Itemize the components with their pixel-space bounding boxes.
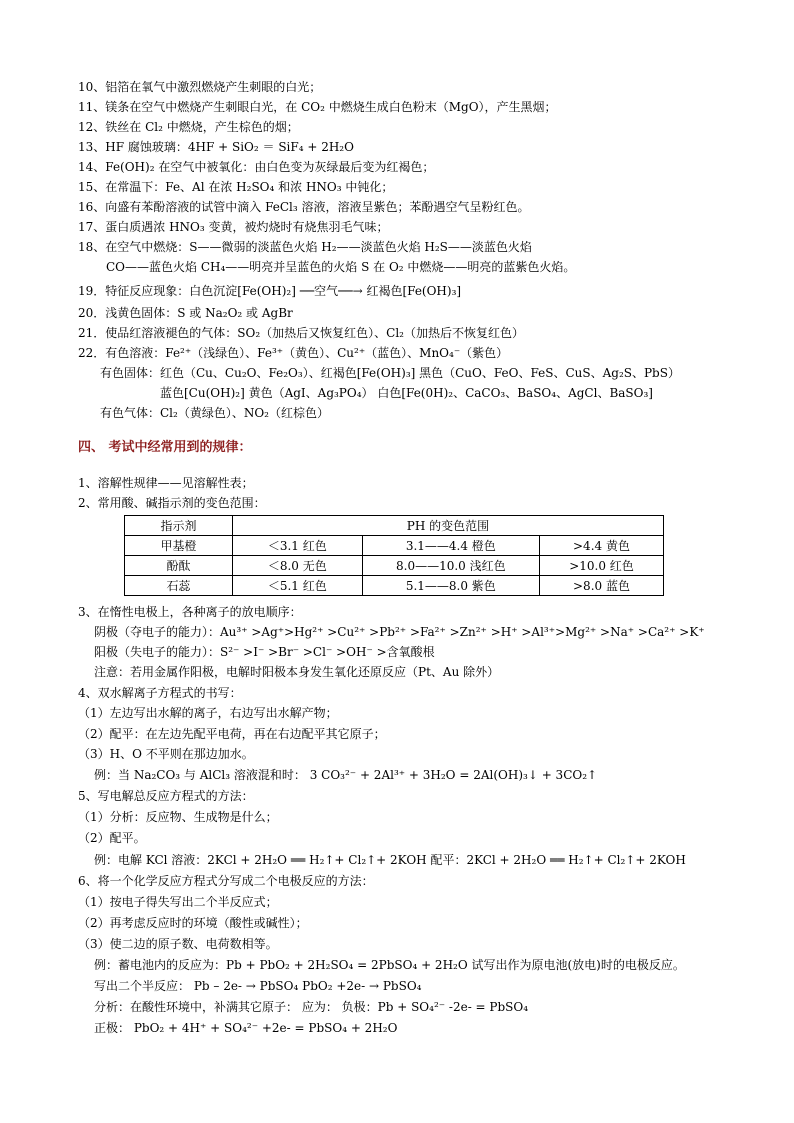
table-cell: ＜3.1 红色 xyxy=(232,536,362,556)
text-line: 分析：在酸性环境中，补满其它原子： 应为： 负极：Pb + SO₄²⁻ -2e- = PbSO₄ xyxy=(94,1000,529,1014)
text-line: （3）H、O 不平则在那边加水。 xyxy=(78,747,254,761)
text-line: 17、蛋白质遇浓 HNO₃ 变黄，被灼烧时有烧焦羽毛气味； xyxy=(78,220,389,234)
text-line: 阴极（夺电子的能力）：Au³⁺ >Ag⁺>Hg²⁺ >Cu²⁺ >Pb²⁺ >Fa²⁺ >Zn²⁺ >H⁺ >Al³⁺>Mg²⁺ >Na⁺ >Ca²⁺ >K⁺ xyxy=(94,625,705,639)
text-line: 阳极（失电子的能力）：S²⁻ >I⁻ >Br⁻ >Cl⁻ >OH⁻ >含氧酸根 xyxy=(94,645,435,659)
text-line: 正极： PbO₂ + 4H⁺ + SO₄²⁻ +2e- = PbSO₄ + 2H₂O xyxy=(94,1021,398,1035)
text-line: （1）按电子得失写出二个半反应式； xyxy=(78,895,278,909)
text-line: 14、Fe(OH)₂ 在空气中被氧化：由白色变为灰绿最后变为红褐色； xyxy=(78,160,435,174)
table-header-cell: 指示剂 xyxy=(125,516,233,536)
table-header-cell: PH 的变色范围 xyxy=(232,516,663,536)
section-heading: 四、 考试中经常用到的规律： xyxy=(78,440,252,455)
text-line: 16、向盛有苯酚溶液的试管中滴入 FeCl₃ 溶液，溶液呈紫色；苯酚遇空气呈粉红色。 xyxy=(78,200,530,214)
text-line: CO——蓝色火焰 CH₄——明亮并呈蓝色的火焰 S 在 O₂ 中燃烧——明亮的蓝紫色火焰。 xyxy=(106,260,576,274)
table-cell: 甲基橙 xyxy=(125,536,233,556)
text-line: 写出二个半反应： Pb – 2e- → PbSO₄ PbO₂ +2e- → PbSO₄ xyxy=(94,979,422,993)
text-line: （1）分析：反应物、生成物是什么； xyxy=(78,810,278,824)
table-cell: 5.1——8.0 紫色 xyxy=(362,576,539,596)
table-cell: 石蕊 xyxy=(125,576,233,596)
text-line: （3）使二边的原子数、电荷数相等。 xyxy=(78,937,278,951)
text-line: 10、铝箔在氧气中激烈燃烧产生刺眼的白光； xyxy=(78,80,322,94)
table-cell: ＜5.1 红色 xyxy=(232,576,362,596)
text-line: 例：电解 KCl 溶液：2KCl + 2H₂O ══ H₂↑+ Cl₂↑+ 2KOH 配平：2KCl + 2H₂O ══ H₂↑+ Cl₂↑+ 2KOH xyxy=(94,853,686,867)
text-line: 3、在惰性电极上，各种离子的放电顺序： xyxy=(78,605,302,619)
indicator-table xyxy=(124,515,664,596)
text-line: 12、铁丝在 Cl₂ 中燃烧，产生棕色的烟； xyxy=(78,120,299,134)
text-line: 19．特征反应现象：白色沉淀[Fe(OH)₂] ──空气──→ 红褐色[Fe(OH)₃] xyxy=(78,284,462,298)
table-cell: >8.0 蓝色 xyxy=(539,576,663,596)
text-line: 例：蓄电池内的反应为：Pb + PbO₂ + 2H₂SO₄ = 2PbSO₄ + 2H₂O 试写出作为原电池(放电)时的电极反应。 xyxy=(94,958,685,972)
text-line: （2）配平：在左边先配平电荷，再在右边配平其它原子； xyxy=(78,727,386,741)
text-line: 21．使品红溶液褪色的气体：SO₂（加热后又恢复红色）、Cl₂（加热后不恢复红色） xyxy=(78,326,524,340)
text-line: 蓝色[Cu(OH)₂] 黄色（AgI、Ag₃PO₄） 白色[Fe(0H)₂、CaCO₃、BaSO₄、AgCl、BaSO₃] xyxy=(160,386,653,400)
text-line: 2、常用酸、碱指示剂的变色范围： xyxy=(78,496,266,510)
text-line: 18、在空气中燃烧：S——微弱的淡蓝色火焰 H₂——淡蓝色火焰 H₂S——淡蓝色火焰 xyxy=(78,240,532,254)
table-cell: 8.0——10.0 浅红色 xyxy=(362,556,539,576)
text-line: 1、溶解性规律——见溶解性表； xyxy=(78,476,254,490)
table-cell: 酚酞 xyxy=(125,556,233,576)
text-line: 注意：若用金属作阳极，电解时阳极本身发生氧化还原反应（Pt、Au 除外） xyxy=(94,665,500,679)
text-line: 例：当 Na₂CO₃ 与 AlCl₃ 溶液混和时： 3 CO₃²⁻ + 2Al³⁺ + 3H₂O = 2Al(OH)₃↓ + 3CO₂↑ xyxy=(94,768,598,782)
text-line: 11、镁条在空气中燃烧产生刺眼白光，在 CO₂ 中燃烧生成白色粉末（MgO），产生黑烟； xyxy=(78,100,557,114)
table-row xyxy=(125,556,664,576)
text-line: 4、双水解离子方程式的书写： xyxy=(78,686,242,700)
text-line: 有色固体：红色（Cu、Cu₂O、Fe₂O₃）、红褐色[Fe(OH)₃] 黑色（CuO、FeO、FeS、CuS、Ag₂S、PbS） xyxy=(100,366,680,380)
table-cell: 3.1——4.4 橙色 xyxy=(362,536,539,556)
table-cell: ＜8.0 无色 xyxy=(232,556,362,576)
text-line: （2）再考虑反应时的环境（酸性或碱性）； xyxy=(78,916,308,930)
text-line: （1）左边写出水解的离子，右边写出水解产物； xyxy=(78,706,338,720)
text-line: 6、将一个化学反应方程式分写成二个电极反应的方法： xyxy=(78,874,374,888)
table-row xyxy=(125,536,664,556)
table-row xyxy=(125,576,664,596)
table-header-row xyxy=(125,516,664,536)
table-cell: >4.4 黄色 xyxy=(539,536,663,556)
text-line: 5、写电解总反应方程式的方法： xyxy=(78,789,254,803)
text-line: 13、HF 腐蚀玻璃：4HF + SiO₂ ＝ SiF₄ + 2H₂O xyxy=(78,140,354,154)
text-line: 22．有色溶液：Fe²⁺（浅绿色）、Fe³⁺（黄色）、Cu²⁺（蓝色）、MnO₄⁻（紫色） xyxy=(78,346,509,360)
text-line: 有色气体：Cl₂（黄绿色）、NO₂（红棕色） xyxy=(100,406,329,420)
text-line: 15、在常温下：Fe、Al 在浓 H₂SO₄ 和浓 HNO₃ 中钝化； xyxy=(78,180,394,194)
table-cell: >10.0 红色 xyxy=(539,556,663,576)
text-line: 20．浅黄色固体：S 或 Na₂O₂ 或 AgBr xyxy=(78,306,293,320)
text-line: （2）配平。 xyxy=(78,831,146,845)
